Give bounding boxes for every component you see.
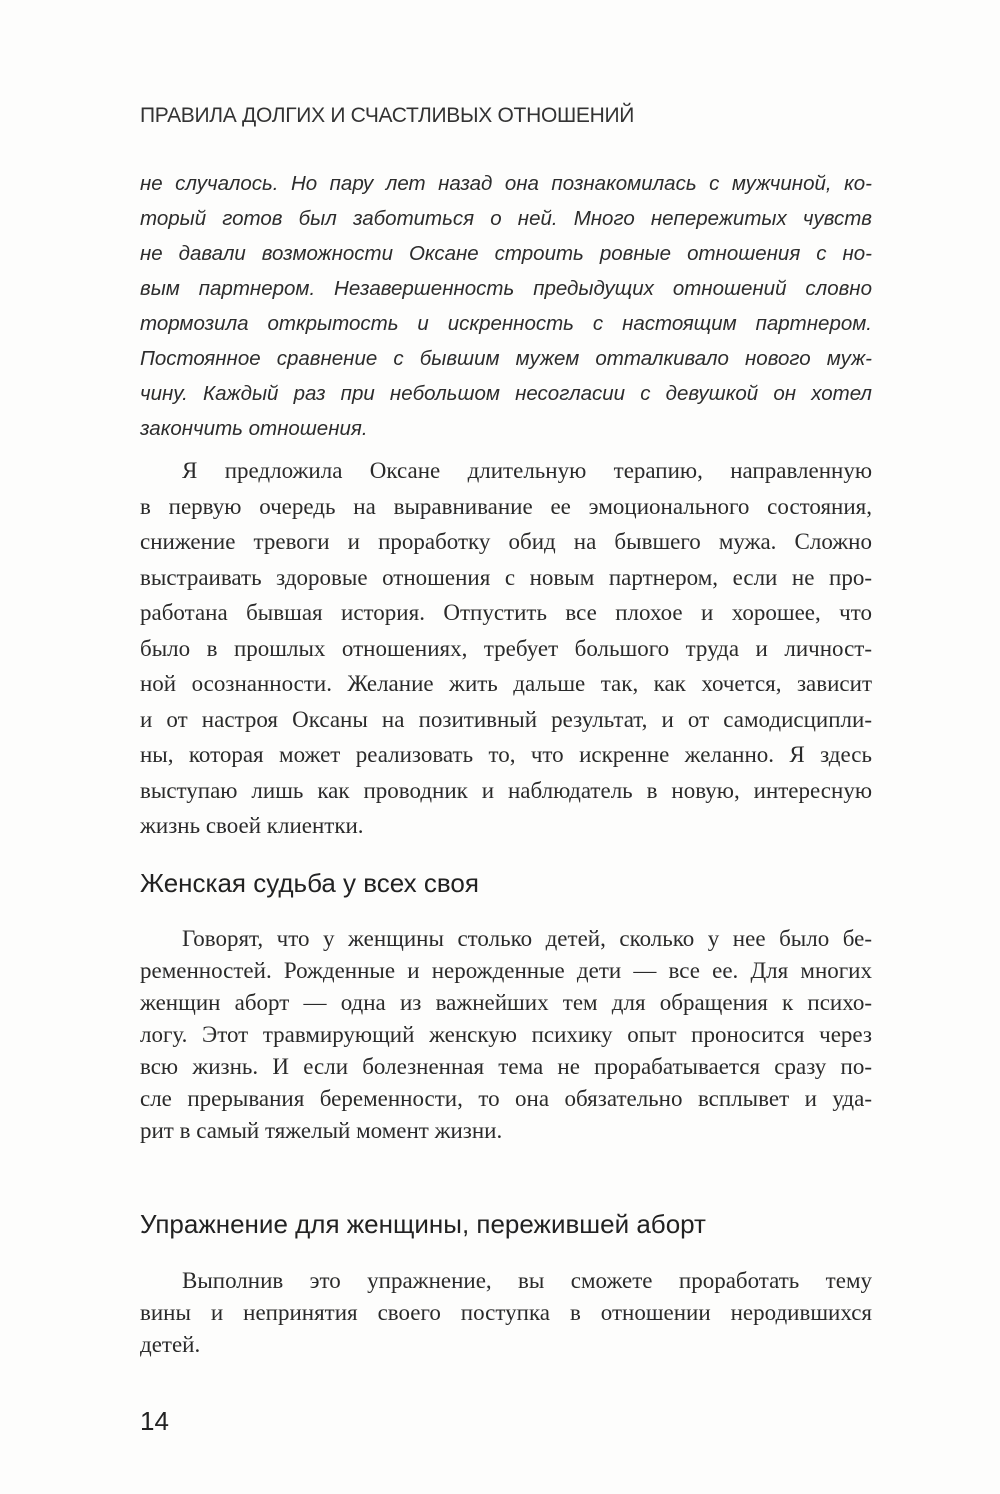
text-line: рит в самый тяжелый момент жизни. [140,1118,503,1143]
exercise-paragraph [140,1265,872,1361]
page-number: 14 [140,1406,169,1436]
section-heading-fate: Женская судьба у всех своя [140,868,479,898]
text-line: всю жизнь. И если болезненная тема не прорабатывается сразу по- [140,1054,872,1079]
text-line: Говорят, что у женщины столько детей, сколько у нее было бе- [182,926,872,951]
text-line: выстраивать здоровые отношения с новым партнером, если не про- [140,564,872,590]
text-line: жизнь своей клиентки. [140,813,364,838]
text-line: и от настроя Оксаны на позитивный результат, и от самодисципли- [140,706,872,732]
text-line: детей. [140,1332,201,1357]
section-heading-exercise: Упражнение для женщины, пережившей аборт [140,1209,706,1239]
text-line: Выполнив это упражнение, вы сможете проработать тему [182,1268,872,1293]
text-line: женщин аборт — одна из важнейших тем для обращения к психо- [140,990,872,1015]
text-line: Постоянное сравнение с бывшим мужем отталкивало нового муж- [140,347,872,370]
text-line: снижение тревоги и проработку обид на бывшего мужа. Сложно [140,529,872,554]
fate-paragraph [140,923,872,1147]
running-head: ПРАВИЛА ДОЛГИХ И СЧАСТЛИВЫХ ОТНОШЕНИЙ [140,104,635,127]
text-line: в первую очередь на выравнивание ее эмоционального состояния, [140,493,872,519]
text-line: тормозила открытость и искренность с настоящим партнером. [140,312,872,335]
italic-case-paragraph [140,166,872,446]
text-line: ременностей. Рожденные и нерожденные дети — все ее. Для многих [140,958,872,983]
text-line: ной осознанности. Желание жить дальше так, как хочется, зависит [140,671,872,696]
text-line: вым партнером. Незавершенность предыдущих отношений словно [140,277,872,300]
text-line: работана бывшая история. Отпустить все плохое и хорошее, что [140,600,872,625]
text-line: логу. Этот травмирующий женскую психику опыт проносится через [140,1022,872,1047]
text-line: сле прерывания беременности, то она обязательно всплывет и уда- [140,1086,872,1111]
text-line: ны, которая может реализовать то, что искренне желанно. Я здесь [140,742,872,767]
text-line: вины и непринятия своего поступка в отношении неродившихся [140,1300,872,1325]
text-line: торый готов был заботиться о ней. Много непережитых чувств [140,207,872,230]
text-line: выступаю лишь как проводник и наблюдатель в новую, интересную [140,777,872,803]
text-line: было в прошлых отношениях, требует большого труда и личност- [140,635,872,661]
text-line: закончить отношения. [140,417,368,440]
text-line: Я предложила Оксане длительную терапию, направленную [182,458,872,483]
text-line: не случалось. Но пару лет назад она познакомилась с мужчиной, ко- [140,172,872,195]
text-line: не давали возможности Оксане строить ровные отношения с но- [140,242,872,265]
therapy-paragraph [140,453,872,844]
text-line: чину. Каждый раз при небольшом несогласии с девушкой он хотел [140,382,872,405]
